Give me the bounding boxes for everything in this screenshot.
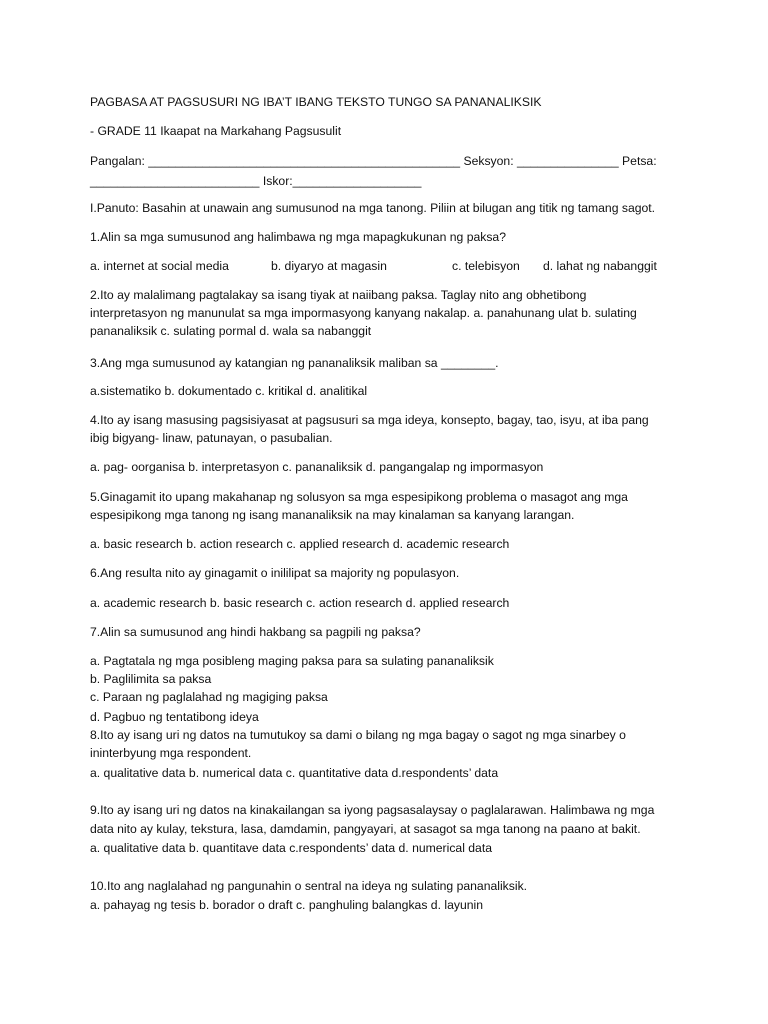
question-6: 6.Ang resulta nito ay ginagamit o inililipat sa majority ng populasyon. bbox=[90, 566, 460, 580]
q7-option-b: b. Paglilimita sa paksa bbox=[90, 672, 212, 686]
question-8-line-2: ininterbyung mga respondent. bbox=[90, 746, 252, 760]
question-3: 3.Ang mga sumusunod ay katangian ng pananaliksik maliban sa ________. bbox=[90, 356, 499, 370]
question-4-line-1: 4.Ito ay isang masusing pagsisiyasat at pagsusuri sa mga ideya, konsepto, bagay, tao, isyu, at iba pang bbox=[90, 413, 649, 427]
question-9-line-2: data nito ay kulay, tekstura, lasa, damdamin, pangyayari, at sasagot sa mga tanong na paano at bakit. bbox=[90, 822, 641, 836]
question-4-line-2: ibig bigyang- linaw, patunayan, o pasubalian. bbox=[90, 431, 333, 445]
q1-option-b: b. diyaryo at magasin bbox=[271, 259, 387, 273]
exam-title: PAGBASA AT PAGSUSURI NG IBA’T IBANG TEKSTO TUNGO SA PANANALIKSIK bbox=[90, 95, 542, 109]
question-8-line-1: 8.Ito ay isang uri ng datos na tumutukoy sa dami o bilang ng mga bagay o sagot ng mga sinarbey o bbox=[90, 728, 626, 742]
q4-answers: a. pag- oorganisa b. interpretasyon c. pananaliksik d. pangangalap ng impormasyon bbox=[90, 460, 544, 474]
info-line-name: Pangalan: ______________________________________________ Seksyon: _______________ Petsa: bbox=[90, 154, 657, 168]
q1-option-d: d. lahat ng nabanggit bbox=[543, 259, 657, 273]
q7-option-c: c. Paraan ng paglalahad ng magiging paksa bbox=[90, 690, 328, 704]
q3-answers: a.sistematiko b. dokumentado c. kritikal d. analitikal bbox=[90, 384, 368, 398]
q10-answers: a. pahayag ng tesis b. borador o draft c. panghuling balangkas d. layunin bbox=[90, 898, 483, 912]
question-5-line-2: espesipikong mga tanong ng isang mananaliksik na may kinalaman sa kanyang larangan. bbox=[90, 508, 575, 522]
question-7: 7.Alin sa sumusunod ang hindi hakbang sa pagpili ng paksa? bbox=[90, 625, 421, 639]
question-2-line-1: 2.Ito ay malalimang pagtalakay sa isang tiyak at naiibang paksa. Taglay nito ang obhetibong bbox=[90, 288, 587, 302]
q1-option-c: c. telebisyon bbox=[452, 259, 520, 273]
question-2-line-3: pananaliksik c. sulating pormal d. wala sa nabanggit bbox=[90, 324, 372, 338]
q9-answers: a. qualitative data b. quantitave data c.respondents’ data d. numerical data bbox=[90, 841, 493, 855]
q7-option-d: d. Pagbuo ng tentatibong ideya bbox=[90, 710, 259, 724]
question-9-line-1: 9.Ito ay isang uri ng datos na kinakailangan sa iyong pagsasalaysay o paglalarawan. Halimbawa ng mga bbox=[90, 803, 655, 817]
question-1: 1.Alin sa mga sumusunod ang halimbawa ng mga mapagkukunan ng paksa? bbox=[90, 230, 506, 244]
q6-answers: a. academic research b. basic research c. action research d. applied research bbox=[90, 596, 510, 610]
grade-line: - GRADE 11 Ikaapat na Markahang Pagsusulit bbox=[90, 124, 342, 138]
instruction: I.Panuto: Basahin at unawain ang sumusunod na mga tanong. Piliin at bilugan ang titik ng tamang sagot. bbox=[90, 201, 656, 215]
q7-option-a: a. Pagtatala ng mga posibleng maging paksa para sa sulating pananaliksik bbox=[90, 654, 494, 668]
q5-answers: a. basic research b. action research c. applied research d. academic research bbox=[90, 537, 510, 551]
q1-option-a: a. internet at social media bbox=[90, 259, 229, 273]
question-2-line-2: interpretasyon ng manunulat sa mga impormasyong kanyang nakalap. a. panahunang ulat b. sulating bbox=[90, 306, 637, 320]
q8-answers: a. qualitative data b. numerical data c. quantitative data d.respondents’ data bbox=[90, 766, 499, 780]
question-5-line-1: 5.Ginagamit ito upang makahanap ng solusyon sa mga espesipikong problema o masagot ang mga bbox=[90, 490, 628, 504]
info-line-score: _________________________ Iskor:___________________ bbox=[90, 174, 422, 188]
question-10: 10.Ito ang naglalahad ng pangunahin o sentral na ideya ng sulating pananaliksik. bbox=[90, 879, 528, 893]
